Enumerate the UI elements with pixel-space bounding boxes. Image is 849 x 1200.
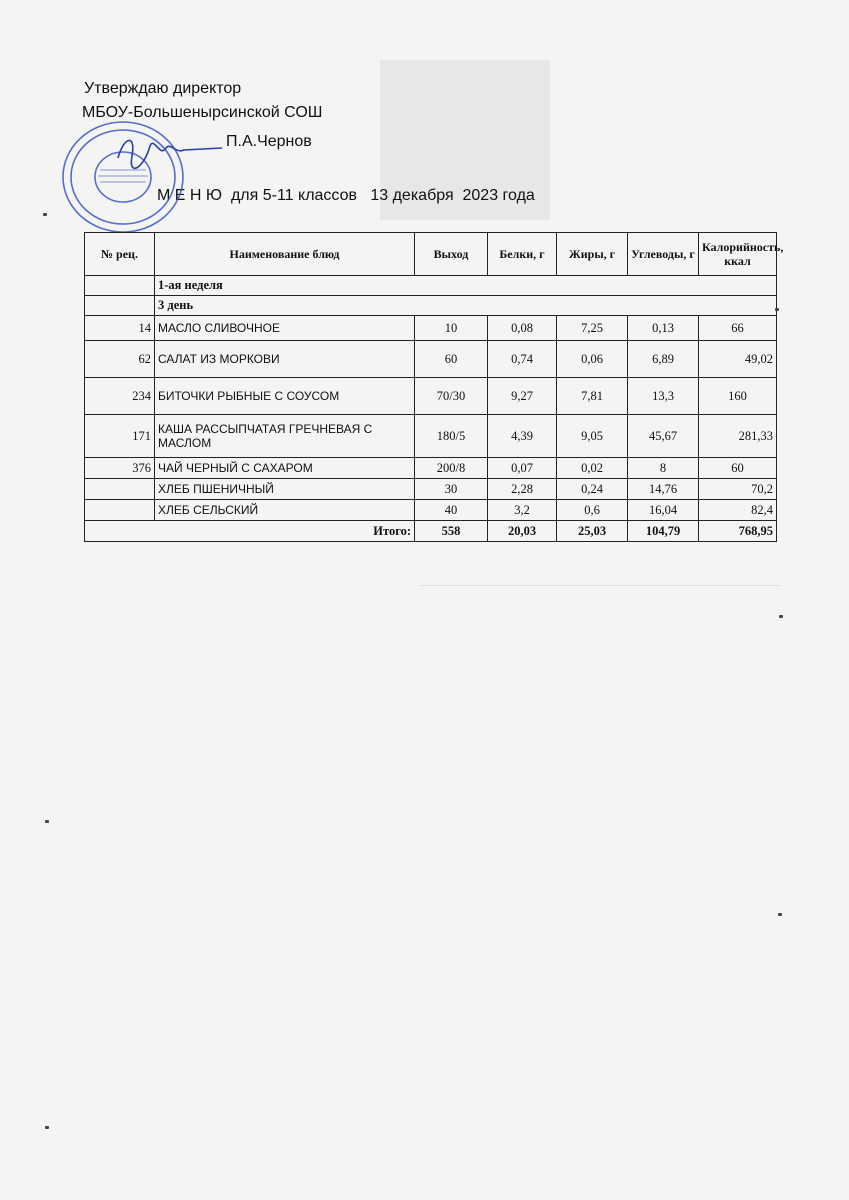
scan-speck <box>775 308 779 311</box>
row-fat: 0,24 <box>557 479 628 500</box>
row-rec: 14 <box>85 316 155 341</box>
row-carb: 0,13 <box>628 316 699 341</box>
col-header-kcal: Калорийность, ккал <box>699 233 777 276</box>
col-header-fat: Жиры, г <box>557 233 628 276</box>
row-protein: 2,28 <box>488 479 557 500</box>
table-row <box>85 458 777 479</box>
row-out: 180/5 <box>415 415 488 458</box>
total-row <box>85 521 777 542</box>
row-carb: 8 <box>628 458 699 479</box>
bleed-through-text <box>420 585 780 886</box>
table-row <box>85 479 777 500</box>
row-fat: 7,25 <box>557 316 628 341</box>
row-name: БИТОЧКИ РЫБНЫЕ С СОУСОМ <box>155 378 415 415</box>
col-header-protein: Белки, г <box>488 233 557 276</box>
col-header-name: Наименование блюд <box>155 233 415 276</box>
row-out: 30 <box>415 479 488 500</box>
row-fat: 0,6 <box>557 500 628 521</box>
row-carb: 45,67 <box>628 415 699 458</box>
row-carb: 16,04 <box>628 500 699 521</box>
row-protein: 9,27 <box>488 378 557 415</box>
row-protein: 0,07 <box>488 458 557 479</box>
table-header-row <box>85 233 777 276</box>
school-line: МБОУ-Большенырсинской СОШ <box>82 104 323 121</box>
menu-title: М Е Н Ю для 5-11 классов 13 декабря 2023 года <box>157 187 535 204</box>
scan-speck <box>43 213 47 216</box>
row-carb: 6,89 <box>628 341 699 378</box>
row-kcal: 66 <box>699 316 777 341</box>
row-carb: 13,3 <box>628 378 699 415</box>
total-fat: 25,03 <box>557 521 628 542</box>
row-kcal: 82,4 <box>699 500 777 521</box>
row-rec: 171 <box>85 415 155 458</box>
week-label: 1-ая неделя <box>155 276 777 296</box>
row-rec <box>85 479 155 500</box>
total-protein: 20,03 <box>488 521 557 542</box>
total-out: 558 <box>415 521 488 542</box>
row-name: ХЛЕБ ПШЕНИЧНЫЙ <box>155 479 415 500</box>
row-rec: 376 <box>85 458 155 479</box>
row-out: 10 <box>415 316 488 341</box>
approve-line: Утверждаю директор <box>84 80 242 97</box>
director-signature-icon <box>110 128 230 178</box>
scan-speck <box>45 1126 49 1129</box>
director-name: П.А.Чернов <box>226 133 312 150</box>
table-row <box>85 316 777 341</box>
col-header-out: Выход <box>415 233 488 276</box>
row-protein: 3,2 <box>488 500 557 521</box>
scan-speck <box>778 913 782 916</box>
row-name: ЧАЙ ЧЕРНЫЙ С САХАРОМ <box>155 458 415 479</box>
scan-speck <box>45 820 49 823</box>
row-rec: 234 <box>85 378 155 415</box>
row-kcal: 281,33 <box>699 415 777 458</box>
row-name: САЛАТ ИЗ МОРКОВИ <box>155 341 415 378</box>
row-kcal: 160 <box>699 378 777 415</box>
week-row <box>85 276 777 296</box>
day-row <box>85 296 777 316</box>
col-header-rec: № рец. <box>85 233 155 276</box>
row-out: 40 <box>415 500 488 521</box>
scan-speck <box>779 615 783 618</box>
row-rec <box>85 500 155 521</box>
row-name: КАША РАССЫПЧАТАЯ ГРЕЧНЕВАЯ С МАСЛОМ <box>155 415 415 458</box>
row-out: 60 <box>415 341 488 378</box>
total-kcal: 768,95 <box>699 521 777 542</box>
total-label: Итого: <box>85 521 415 542</box>
menu-table <box>84 232 784 542</box>
row-rec: 62 <box>85 341 155 378</box>
row-protein: 0,08 <box>488 316 557 341</box>
row-out: 70/30 <box>415 378 488 415</box>
row-fat: 7,81 <box>557 378 628 415</box>
row-fat: 0,06 <box>557 341 628 378</box>
row-carb: 14,76 <box>628 479 699 500</box>
row-out: 200/8 <box>415 458 488 479</box>
row-fat: 0,02 <box>557 458 628 479</box>
row-fat: 9,05 <box>557 415 628 458</box>
row-kcal: 49,02 <box>699 341 777 378</box>
row-name: ХЛЕБ СЕЛЬСКИЙ <box>155 500 415 521</box>
row-protein: 4,39 <box>488 415 557 458</box>
table-row <box>85 378 777 415</box>
row-kcal: 60 <box>699 458 777 479</box>
row-kcal: 70,2 <box>699 479 777 500</box>
row-name: МАСЛО СЛИВОЧНОЕ <box>155 316 415 341</box>
row-protein: 0,74 <box>488 341 557 378</box>
table-row <box>85 415 777 458</box>
col-header-carb: Углеводы, г <box>628 233 699 276</box>
total-carb: 104,79 <box>628 521 699 542</box>
day-label: 3 день <box>155 296 777 316</box>
table-row <box>85 341 777 378</box>
table-row <box>85 500 777 521</box>
